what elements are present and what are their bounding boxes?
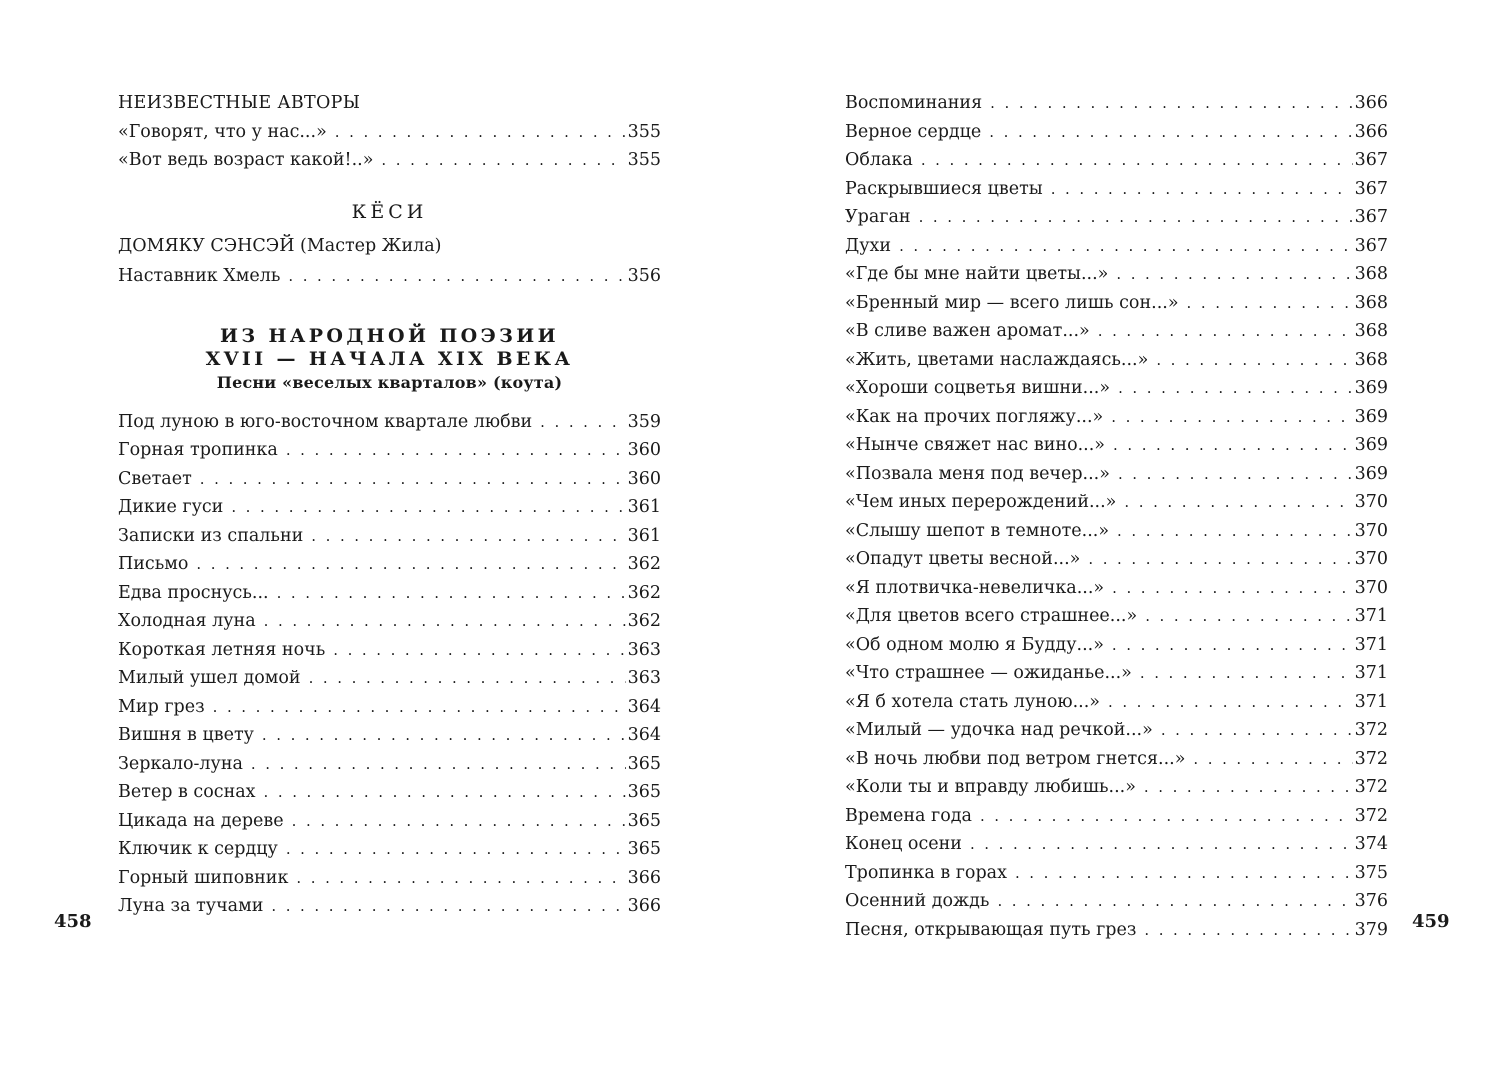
- dot-leader: [1145, 602, 1352, 631]
- dot-leader: [264, 607, 626, 636]
- toc-entry: [845, 859, 1388, 888]
- toc-entry: [845, 260, 1388, 289]
- dot-leader: [286, 835, 626, 864]
- toc-entry-title: Ветер в соснах: [118, 782, 256, 802]
- toc-entry-page: 363: [627, 668, 661, 688]
- toc-entry-title: «Чем иных перерождений...»: [845, 492, 1117, 512]
- toc-entry: [845, 89, 1388, 118]
- toc-entry-title: Воспоминания: [845, 93, 983, 113]
- section-heading-century: XVII — НАЧАЛА XIX ВЕКА: [205, 347, 574, 370]
- toc-entry-page: 376: [1354, 891, 1388, 911]
- toc-entry-page: 365: [627, 810, 661, 831]
- toc-entry-page: 372: [1354, 777, 1388, 797]
- toc-entry-page: 362: [627, 582, 661, 603]
- toc-entry-page: 366: [1354, 93, 1388, 113]
- toc-entry: [845, 175, 1388, 204]
- toc-entry: [845, 887, 1388, 916]
- dot-leader: [989, 118, 1352, 147]
- toc-entry-title: Горный шиповник: [118, 867, 289, 888]
- toc-entry: [845, 830, 1388, 859]
- toc-entry-title: «Опадут цветы весной...»: [845, 549, 1081, 569]
- toc-entry-title: «Что страшнее — ожиданье...»: [845, 663, 1132, 683]
- toc-entry: [118, 750, 661, 779]
- dot-leader: [540, 408, 625, 437]
- right-page: [753, 0, 1506, 1080]
- toc-entry-title: Мир грез: [118, 696, 205, 717]
- toc-entry-page: 356: [627, 266, 661, 286]
- section-heading-kyoshi: КЁСИ: [351, 200, 428, 223]
- toc-entry: [845, 602, 1388, 631]
- toc-entry-title: Едва проснусь...: [118, 582, 269, 603]
- toc-entry-title: Раскрывшиеся цветы: [845, 178, 1043, 199]
- dot-leader: [1156, 346, 1352, 375]
- dot-leader: [1113, 431, 1353, 460]
- toc-entry-title: Ураган: [845, 207, 911, 227]
- toc-entry: [118, 693, 661, 722]
- dot-leader: [1161, 716, 1353, 745]
- dot-leader: [1118, 374, 1353, 403]
- dot-leader: [231, 493, 625, 522]
- toc-entry: [845, 289, 1388, 318]
- toc-entry: [118, 721, 661, 750]
- toc-entry-page: 364: [627, 725, 661, 745]
- toc-entry-page: 362: [627, 554, 661, 574]
- toc-entry: [118, 636, 661, 665]
- toc-entry-page: 366: [1354, 121, 1388, 142]
- toc-entry-title: «Жить, цветами наслаждаясь...»: [845, 349, 1149, 370]
- toc-entry-page: 359: [627, 411, 661, 432]
- toc-entry-page: 366: [627, 896, 661, 916]
- toc-entry-page: 367: [1354, 235, 1388, 256]
- toc-entry: [118, 436, 661, 465]
- toc-entry-page: 367: [1354, 150, 1388, 170]
- toc-entry: [118, 864, 661, 893]
- dot-leader: [251, 750, 626, 779]
- toc-entry-page: 370: [1354, 549, 1388, 569]
- dot-leader: [200, 465, 626, 494]
- toc-entry: [845, 232, 1388, 261]
- toc-entry-title: «Я плотвичка-невеличка...»: [845, 577, 1105, 598]
- toc-entry: [845, 631, 1388, 660]
- toc-entry-page: 363: [627, 639, 661, 660]
- toc-entry-page: 365: [627, 782, 661, 802]
- toc-entry: [845, 716, 1388, 745]
- toc-entry-page: 355: [627, 150, 661, 170]
- toc-entry: [118, 778, 661, 807]
- dot-leader: [1117, 517, 1353, 546]
- toc-entry: [118, 118, 661, 147]
- toc-entry-title: «Милый — удочка над речкой...»: [845, 720, 1153, 740]
- toc-entry-title: «Вот ведь возраст какой!..»: [118, 150, 374, 170]
- toc-entry-page: 367: [1354, 207, 1388, 227]
- toc-entry-title: Верное сердце: [845, 121, 982, 142]
- dot-leader: [1144, 916, 1352, 945]
- toc-entry-page: 372: [1354, 748, 1388, 769]
- dot-leader: [1124, 488, 1352, 517]
- toc-entry-title: Записки из спальни: [118, 525, 304, 546]
- toc-entry-page: 355: [627, 121, 661, 142]
- dot-leader: [1051, 175, 1353, 204]
- toc-entry: [118, 579, 661, 608]
- toc-entry-title: Светает: [118, 468, 192, 489]
- dot-leader: [1098, 317, 1353, 346]
- toc-entry-page: 375: [1354, 862, 1388, 883]
- toc-entry: [845, 545, 1388, 574]
- right-toc-column: [845, 89, 1388, 944]
- author-heading: НЕИЗВЕСТНЫЕ АВТОРЫ: [118, 93, 361, 113]
- toc-list-domyaku: [118, 262, 661, 291]
- dot-leader: [296, 864, 625, 893]
- toc-entry-page: 369: [1354, 463, 1388, 484]
- toc-entry-title: «Коли ты и вправду любишь...»: [845, 777, 1136, 797]
- dot-leader: [333, 636, 625, 665]
- toc-entry-title: Холодная луна: [118, 611, 256, 631]
- left-toc-column: [118, 89, 661, 921]
- toc-entry: [845, 146, 1388, 175]
- toc-entry-title: Цикада на дереве: [118, 810, 284, 831]
- toc-entry-title: Времена года: [845, 805, 972, 826]
- dot-leader: [921, 146, 1353, 175]
- toc-entry: [118, 664, 661, 693]
- dot-leader: [1144, 773, 1353, 802]
- toc-entry-title: Зеркало-луна: [118, 753, 243, 774]
- dot-leader: [381, 146, 625, 175]
- toc-entry: [845, 517, 1388, 546]
- toc-entry-title: «Как на прочих погляжу...»: [845, 406, 1104, 427]
- toc-list-right: [845, 89, 1388, 944]
- toc-entry-title: «Где бы мне найти цветы...»: [845, 264, 1109, 284]
- toc-entry-title: «В сливе важен аромат...»: [845, 321, 1090, 341]
- dot-leader: [213, 693, 626, 722]
- dot-leader: [899, 232, 1353, 261]
- toc-entry-page: 367: [1354, 178, 1388, 199]
- toc-entry-title: Песня, открывающая путь грез: [845, 919, 1137, 940]
- dot-leader: [288, 262, 625, 291]
- toc-entry-title: Горная тропинка: [118, 440, 278, 460]
- toc-entry-title: «Слышу шепот в темноте...»: [845, 520, 1110, 541]
- toc-entry-page: 365: [627, 839, 661, 859]
- page-number: 458: [54, 911, 92, 932]
- toc-entry-page: 371: [1354, 691, 1388, 712]
- toc-entry: [845, 688, 1388, 717]
- toc-entry-page: 369: [1354, 406, 1388, 427]
- toc-entry-title: Облака: [845, 150, 913, 170]
- toc-entry-page: 361: [627, 525, 661, 546]
- toc-entry: [845, 460, 1388, 489]
- toc-entry-title: Письмо: [118, 554, 189, 574]
- dot-leader: [1111, 403, 1352, 432]
- dot-leader: [1112, 574, 1352, 603]
- toc-entry-title: Наставник Хмель: [118, 266, 281, 286]
- toc-entry: [118, 146, 661, 175]
- toc-entry-page: 368: [1354, 349, 1388, 370]
- dot-leader: [1015, 859, 1353, 888]
- toc-entry-title: «Об одном молю я Будду...»: [845, 634, 1104, 655]
- toc-entry-page: 364: [627, 696, 661, 717]
- toc-entry-page: 369: [1354, 435, 1388, 455]
- toc-entry-page: 366: [627, 867, 661, 888]
- toc-entry: [845, 374, 1388, 403]
- dot-leader: [196, 550, 625, 579]
- toc-entry: [845, 916, 1388, 945]
- toc-entry-page: 362: [627, 611, 661, 631]
- toc-entry-page: 372: [1354, 720, 1388, 740]
- toc-entry: [118, 607, 661, 636]
- dot-leader: [271, 892, 625, 921]
- dot-leader: [286, 436, 626, 465]
- toc-entry: [845, 203, 1388, 232]
- toc-entry-page: 370: [1354, 520, 1388, 541]
- toc-entry: [845, 574, 1388, 603]
- toc-list-kouta: [118, 408, 661, 921]
- toc-entry: [845, 403, 1388, 432]
- toc-entry-page: 370: [1354, 492, 1388, 512]
- toc-entry-title: «Позвала меня под вечер...»: [845, 463, 1110, 484]
- toc-entry-title: Вишня в цвету: [118, 725, 254, 745]
- dot-leader: [1112, 631, 1353, 660]
- dot-leader: [1088, 545, 1352, 574]
- toc-entry-title: «Говорят, что у нас...»: [118, 121, 327, 142]
- toc-entry-page: 361: [627, 497, 661, 517]
- toc-entry: [118, 262, 661, 291]
- toc-entry-page: 371: [1354, 606, 1388, 626]
- toc-entry-title: Конец осени: [845, 834, 962, 854]
- toc-entry-title: «Хороши соцветья вишни...»: [845, 378, 1111, 398]
- dot-leader: [262, 721, 626, 750]
- toc-entry-title: Ключик к сердцу: [118, 839, 278, 859]
- page-number: 459: [1412, 911, 1450, 932]
- toc-entry: [845, 488, 1388, 517]
- section-subheading-kouta: Песни «веселых кварталов» (коута): [216, 372, 563, 392]
- toc-entry-page: 365: [627, 753, 661, 774]
- author-heading: ДОМЯКУ СЭНСЭЙ (Мастер Жила): [118, 235, 442, 256]
- toc-entry: [845, 346, 1388, 375]
- dot-leader: [1193, 745, 1352, 774]
- toc-entry: [118, 835, 661, 864]
- toc-entry-title: Осенний дождь: [845, 891, 990, 911]
- toc-entry-title: «Я б хотела стать луною...»: [845, 691, 1100, 712]
- dot-leader: [1116, 260, 1352, 289]
- toc-entry: [845, 431, 1388, 460]
- toc-entry: [118, 522, 661, 551]
- toc-entry-title: «Для цветов всего страшнее...»: [845, 606, 1138, 626]
- toc-entry-page: 369: [1354, 378, 1388, 398]
- toc-entry-page: 379: [1354, 919, 1388, 940]
- toc-entry-title: Короткая летняя ночь: [118, 639, 326, 660]
- toc-entry-page: 370: [1354, 577, 1388, 598]
- dot-leader: [264, 778, 626, 807]
- toc-entry-title: Тропинка в горах: [845, 862, 1007, 883]
- toc-entry: [845, 745, 1388, 774]
- toc-entry: [845, 118, 1388, 147]
- toc-entry: [118, 493, 661, 522]
- toc-entry-page: 360: [627, 440, 661, 460]
- dot-leader: [970, 830, 1353, 859]
- dot-leader: [1187, 289, 1353, 318]
- toc-entry: [118, 807, 661, 836]
- toc-entry-page: 360: [627, 468, 661, 489]
- toc-entry-title: Дикие гуси: [118, 497, 224, 517]
- dot-leader: [309, 664, 626, 693]
- section-heading-folk-poetry: ИЗ НАРОДНОЙ ПОЭЗИИ: [220, 324, 559, 347]
- toc-entry-title: Милый ушел домой: [118, 668, 301, 688]
- toc-entry-title: Под луною в юго-восточном квартале любви: [118, 411, 533, 432]
- toc-entry-title: Духи: [845, 235, 892, 256]
- toc-entry-title: «Бренный мир — всего лишь сон...»: [845, 292, 1179, 313]
- toc-entry-page: 368: [1354, 292, 1388, 313]
- dot-leader: [1118, 460, 1353, 489]
- toc-entry-title: Луна за тучами: [118, 896, 264, 916]
- dot-leader: [292, 807, 626, 836]
- dot-leader: [1140, 659, 1353, 688]
- toc-entry-page: 368: [1354, 264, 1388, 284]
- toc-entry: [118, 465, 661, 494]
- dot-leader: [277, 579, 626, 608]
- toc-entry-page: 374: [1354, 834, 1388, 854]
- toc-entry-title: «В ночь любви под ветром гнется...»: [845, 748, 1186, 769]
- toc-entry: [845, 317, 1388, 346]
- toc-list-unknown-authors: [118, 118, 661, 175]
- dot-leader: [980, 802, 1353, 831]
- toc-entry-title: «Нынче свяжет нас вино...»: [845, 435, 1106, 455]
- toc-entry-page: 368: [1354, 321, 1388, 341]
- toc-entry: [118, 408, 661, 437]
- dot-leader: [990, 89, 1352, 118]
- toc-entry: [845, 659, 1388, 688]
- toc-entry: [118, 550, 661, 579]
- dot-leader: [919, 203, 1353, 232]
- dot-leader: [311, 522, 625, 551]
- dot-leader: [1108, 688, 1353, 717]
- dot-leader: [997, 887, 1352, 916]
- toc-entry: [845, 773, 1388, 802]
- dot-leader: [335, 118, 626, 147]
- toc-entry-page: 371: [1354, 634, 1388, 655]
- toc-entry-page: 372: [1354, 805, 1388, 826]
- toc-entry: [118, 892, 661, 921]
- toc-entry: [845, 802, 1388, 831]
- toc-entry-page: 371: [1354, 663, 1388, 683]
